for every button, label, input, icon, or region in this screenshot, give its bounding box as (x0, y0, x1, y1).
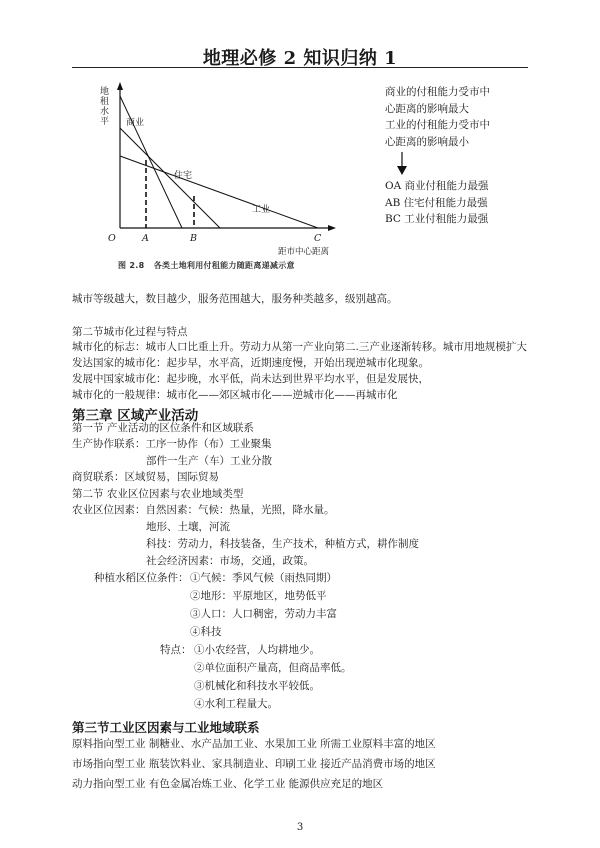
rice-item: ④科技 (190, 626, 222, 638)
ch3-line: 商贸联系：区域贸易，国际贸易 (72, 471, 219, 483)
commerce-label: 商业 (126, 118, 145, 128)
ch3-line: 社会经济因素：市场，交通，政策。 (146, 555, 314, 567)
ch3-line: 第一节 产业活动的区位条件和区域联系 (72, 422, 254, 434)
figure-caption (118, 260, 295, 271)
rice-item: ②地形：平原地区，地势低平 (190, 590, 327, 602)
y-axis-arrow (117, 82, 123, 90)
rice-item: ①气候：季风气候（雨热同期） (190, 572, 337, 584)
section-2-title: 第二节城市化过程与特点 (72, 326, 188, 338)
industry-line (120, 156, 318, 228)
feature-item: ①小农经营，人均耕地少。 (194, 644, 320, 656)
chapter-3-heading: 第三章 区域产业活动 (72, 408, 199, 424)
side-note-line: 心距离的影响最大 (385, 102, 469, 115)
side-note-line: 商业的付租能力受市中 (385, 86, 490, 98)
x-axis-label: 距市中心距离 (278, 247, 330, 257)
rice-label: 种植水稻区位条件： (94, 572, 189, 584)
section-3-heading: 第三节工业区因素与工业地域联系 (72, 720, 260, 735)
bid-rent-chart (92, 78, 362, 258)
conclusion-line: AB 住宅付租能力最强 (385, 196, 488, 209)
industry-line: 市场指向型工业 瓶装饮料业、家具制造业、印刷工业 接近产品消费市场的地区 (72, 758, 436, 770)
conclusion-line: OA 商业付租能力最强 (385, 180, 489, 192)
ch3-line: 科技：劳动力，科技装备，生产技术，种植方式，耕作制度 (146, 538, 419, 550)
header-rule (72, 67, 528, 68)
x-axis-arrow (328, 225, 336, 231)
city-level-paragraph: 城市等级越大，数目越少，服务范围越大，服务种类越多，级别越高。 (72, 293, 398, 305)
residential-line (120, 128, 220, 228)
y-axis-label-3: 水 (100, 107, 110, 117)
point-o: O (108, 233, 116, 244)
industry-line: 原料指向型工业 制糖业、水产品加工业、水果加工业 所需工业原料丰富的地区 (72, 738, 436, 750)
point-c: C (314, 233, 322, 244)
residential-label: 住宅 (174, 171, 193, 181)
point-a: A (142, 233, 149, 244)
page-number: 3 (296, 822, 304, 833)
commerce-line (120, 96, 182, 228)
y-axis-label-4: 平 (100, 117, 110, 127)
conclusion-line: BC 工业付租能力最强 (385, 213, 489, 225)
side-notes (385, 84, 535, 150)
side-note-line: 心距离的影响最小 (385, 135, 469, 148)
urbanization-line: 发展中国家城市化：起步晚，水平低，尚未达到世界平均水平，但是发展快， (72, 373, 429, 385)
feature-item: ③机械化和科技水平较低。 (194, 680, 320, 692)
ch3-line: 农业区位因素：自然因素：气候：热量，光照，降水量。 (72, 504, 335, 516)
figure-caption-number: 图 2.8 (118, 261, 145, 270)
side-note-line: 工业的付租能力受市中 (385, 119, 490, 131)
feature-item: ②单位面积产量高，但商品率低。 (194, 662, 352, 674)
urbanization-line: 城市化的一般规律：城市化——郊区城市化——逆城市化——再城市化 (72, 389, 398, 401)
y-axis-label-2: 租 (100, 97, 110, 107)
ch3-line: 地形、土壤，河流 (146, 521, 230, 533)
down-arrow-icon (395, 152, 409, 176)
industry-label: 工业 (252, 205, 271, 215)
ch3-line: 生产协作联系：工序一协作（布）工业聚集 (72, 438, 272, 450)
urbanization-line: 发达国家的城市化：起步早，水平高，近期速度慢，开始出现逆城市化现象。 (72, 357, 429, 369)
page-title: 地理必修 2 知识归纳 1 (202, 48, 398, 69)
side-conclusions (385, 178, 489, 228)
urbanization-line: 城市化的标志：城市人口比重上升。劳动力从第一产业向第二.三产业逐渐转移。城市用地规模扩大 (72, 341, 527, 353)
figure-caption-text: 各类土地利用付租能力随距离递减示意 (153, 261, 295, 270)
y-axis-label-1: 地 (100, 87, 110, 97)
features-label: 特点： (160, 644, 192, 656)
ch3-line: 第二节 农业区位因素与农业地域类型 (72, 488, 244, 500)
feature-item: ④水利工程量大。 (194, 698, 278, 710)
industry-line: 动力指向型工业 有色金属冶炼工业、化学工业 能源供应充足的地区 (72, 778, 384, 790)
rice-item: ③人口：人口稠密，劳动力丰富 (190, 608, 337, 620)
point-b: B (190, 233, 197, 244)
ch3-line: 部件一生产（车）工业分散 (146, 455, 272, 467)
